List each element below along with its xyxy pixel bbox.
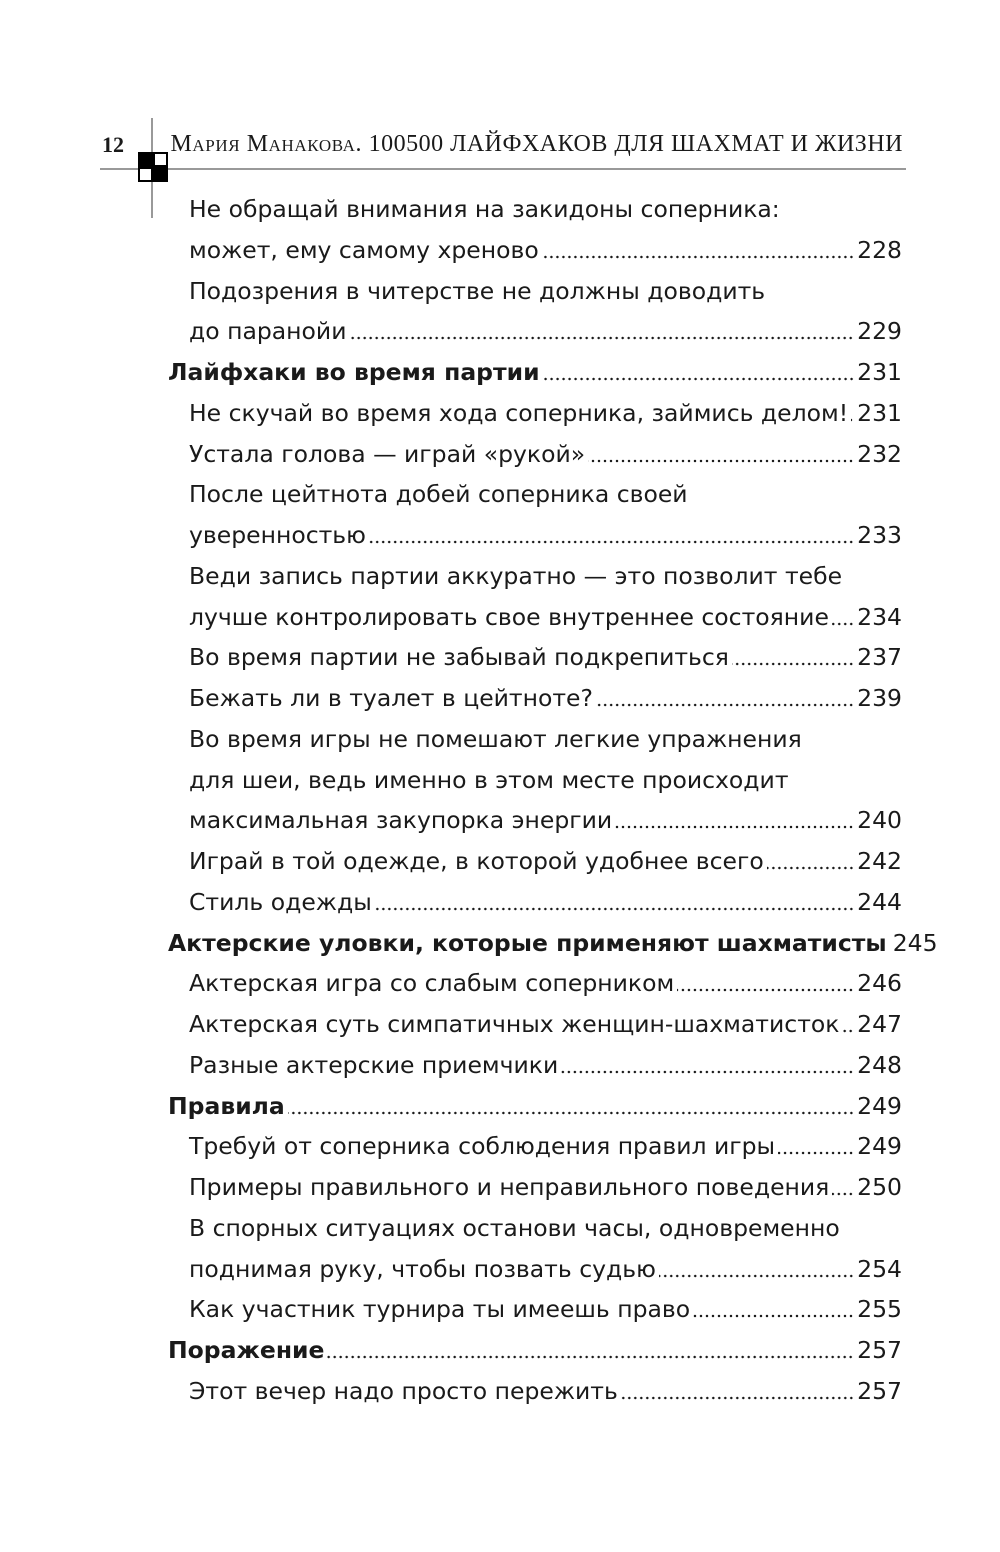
toc-entry-text: максимальная закупорка энергии [189, 806, 613, 835]
dot-leader [588, 459, 854, 463]
toc-page-number: 245 [892, 928, 938, 957]
toc-entry-text: Актерские уловки, которые применяют шахматисты [168, 928, 887, 957]
dot-leader [778, 1151, 854, 1155]
toc-entry-text: Не обращай внимания на закидоны соперника: [189, 195, 780, 223]
dot-leader [659, 1274, 854, 1278]
toc-entry-text: Этот вечер надо просто пережить [189, 1376, 618, 1405]
toc-entry-text: Во время игры не помешают легкие упражнения [189, 724, 802, 753]
toc-page-number: 257 [857, 1376, 902, 1405]
dot-leader [832, 1192, 854, 1196]
running-head-title: 100500 ЛАЙФХАКОВ ДЛЯ ШАХМАТ И ЖИЗНИ [368, 131, 903, 157]
toc-page-number: 244 [857, 887, 902, 916]
toc-entry-text: Лайфхаки во время партии [168, 358, 540, 386]
toc-section-line [189, 1004, 902, 1044]
toc-page-number: 231 [857, 398, 902, 427]
toc-entry-text: поднимая руку, чтобы позвать судью [189, 1254, 656, 1283]
toc-entry-text: Актерская игра со слабым соперником [189, 969, 675, 998]
toc-section-line [189, 515, 902, 555]
toc-section-line [189, 678, 902, 718]
toc-section-line [189, 1249, 902, 1289]
toc-page-number: 246 [857, 969, 902, 998]
toc-section-line [189, 841, 902, 881]
toc-section-line [189, 882, 902, 922]
toc-chapter-line [168, 1086, 902, 1126]
dot-leader [621, 1396, 854, 1400]
toc-section-line [189, 760, 902, 800]
toc-page-number: 255 [857, 1295, 902, 1324]
toc-entry-text: Требуй от соперника соблюдения правил игры [189, 1132, 776, 1161]
toc-entry-text: Поражение [168, 1336, 325, 1364]
toc-page-number: 234 [857, 602, 902, 631]
dot-leader [842, 1029, 854, 1033]
toc-entry-text: до паранойи [189, 317, 347, 346]
toc-section-line [189, 800, 902, 840]
toc-section-line [189, 719, 902, 759]
toc-page-number: 232 [857, 439, 902, 468]
toc-page-number: 233 [857, 521, 902, 549]
toc-page-number: 247 [857, 1010, 902, 1038]
toc-section-line [189, 434, 902, 474]
toc-entry-text: лучше контролировать свое внутреннее состояние [189, 602, 829, 631]
dot-leader [832, 622, 854, 626]
dot-leader [732, 662, 854, 666]
toc-page-number: 250 [857, 1173, 902, 1201]
dot-leader [693, 1314, 854, 1318]
toc-section-line [189, 1289, 902, 1329]
toc-entry-text: В спорных ситуациях останови часы, одновременно [189, 1213, 840, 1242]
dot-leader [542, 255, 854, 259]
toc-entry-text: Как участник турнира ты имеешь право [189, 1295, 691, 1324]
dot-leader [615, 825, 854, 829]
toc-section-line [189, 1208, 902, 1248]
toc-chapter-line [168, 923, 938, 963]
dot-leader [543, 377, 855, 381]
toc-entry-text: Бежать ли в туалет в цейтноте? [189, 684, 593, 712]
toc-entry-text: для шеи, ведь именно в этом месте происходит [189, 765, 789, 794]
dot-leader [327, 1355, 854, 1359]
toc-page-number: 237 [857, 643, 902, 672]
page-number: 12 [102, 132, 124, 157]
toc-section-line [189, 311, 902, 351]
toc-page-number: 240 [857, 806, 902, 835]
dot-leader [596, 703, 854, 707]
toc-page-number: 239 [857, 684, 902, 712]
toc-entry-text: Играй в той одежде, в которой удобнее всего [189, 847, 764, 875]
toc-page-number: 228 [857, 235, 902, 264]
toc-page-number: 229 [857, 317, 902, 346]
toc-section-line [189, 1371, 902, 1411]
toc-section-line [189, 189, 902, 229]
toc-section-line [189, 1167, 902, 1207]
toc-chapter-line [168, 1330, 902, 1370]
toc-entry-text: Актерская суть симпатичных женщин-шахматисток [189, 1010, 840, 1038]
toc-page-number: 254 [857, 1254, 902, 1283]
toc-page-number: 248 [857, 1050, 902, 1079]
running-head-author: Мария Манакова. [170, 131, 363, 157]
toc-page-number: 249 [857, 1091, 902, 1120]
toc-entry-text: Примеры правильного и неправильного поведения [189, 1173, 830, 1201]
toc-chapter-line [168, 352, 902, 392]
toc-entry-text: Правила [168, 1091, 285, 1120]
toc-page-number: 249 [857, 1132, 902, 1161]
toc-page-number: 231 [857, 358, 902, 386]
toc-section-line [189, 1126, 902, 1166]
toc-entry-text: Устала голова — играй «рукой» [189, 439, 586, 468]
toc-entry-text: Веди запись партии аккуратно — это позволит тебе [189, 561, 843, 590]
toc-entry-text: Во время партии не забывай подкрепиться [189, 643, 729, 672]
toc-section-line [189, 597, 902, 637]
dot-leader [369, 540, 854, 544]
toc-entry-text: После цейтнота добей соперника своей [189, 480, 688, 509]
dot-leader [561, 1070, 854, 1074]
dot-leader [851, 418, 854, 422]
toc-entry-text: Стиль одежды [189, 887, 372, 916]
toc-page-number: 257 [857, 1336, 902, 1364]
toc-entry-text: Не скучай во время хода соперника, займись делом! [189, 398, 849, 427]
toc-section-line [189, 230, 902, 270]
toc-page-number: 242 [857, 847, 902, 875]
toc-section-line [189, 474, 902, 514]
toc-entry-text: Подозрения в читерстве не должны доводить [189, 276, 766, 305]
dot-leader [349, 336, 854, 340]
dot-leader [288, 1111, 854, 1115]
dot-leader [767, 866, 854, 870]
toc-section-line [189, 393, 902, 433]
toc-section-line [189, 963, 902, 1003]
dot-leader [677, 988, 854, 992]
dot-leader [375, 907, 854, 911]
toc-section-line [189, 637, 902, 677]
toc-section-line [189, 556, 902, 596]
toc-entry-text: может, ему самому хреново [189, 235, 539, 264]
toc-section-line [189, 1045, 902, 1085]
toc-entry-text: Разные актерские приемчики [189, 1050, 559, 1079]
toc-section-line [189, 271, 902, 311]
toc-entry-text: уверенностью [189, 521, 366, 549]
